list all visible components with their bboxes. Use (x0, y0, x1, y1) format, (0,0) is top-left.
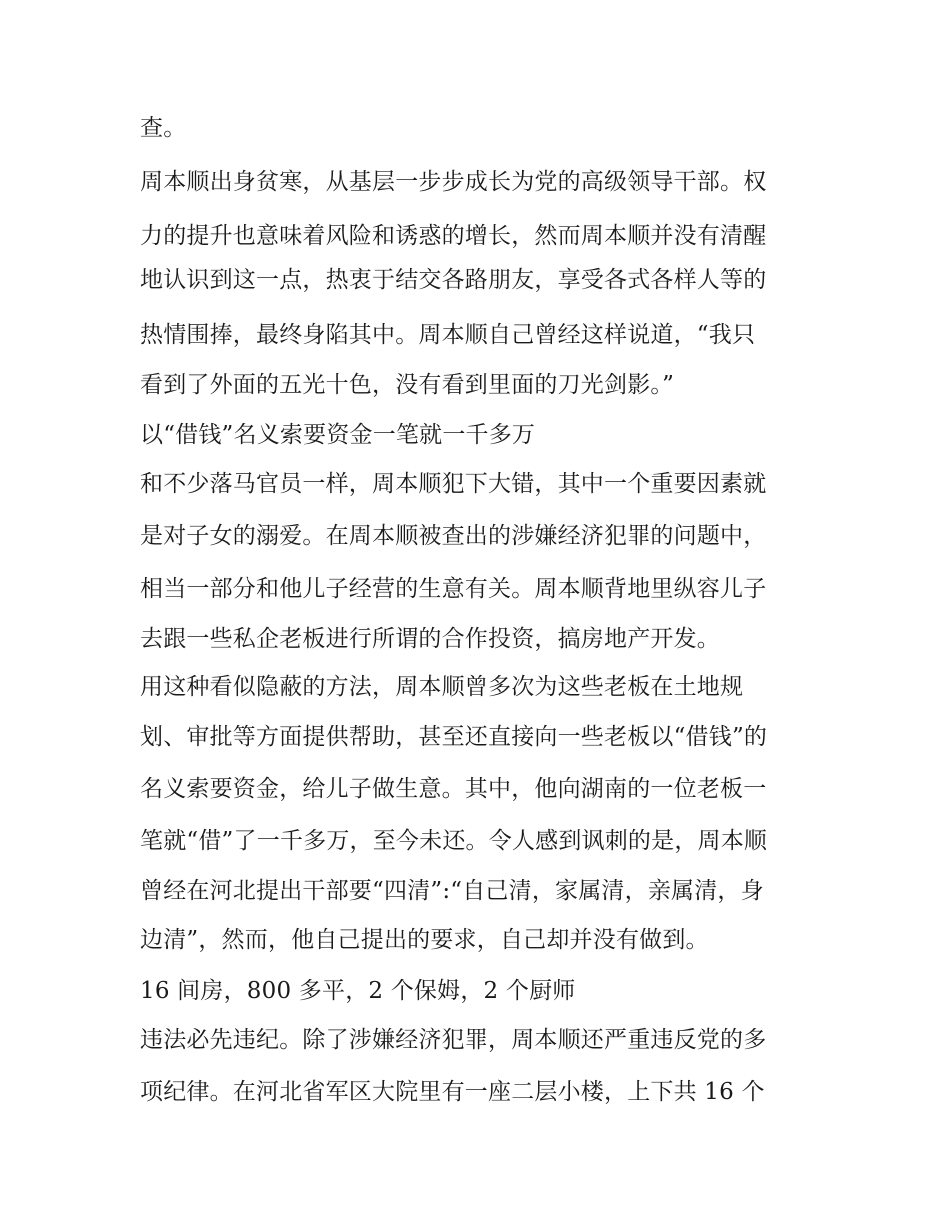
text-line: 曾经在河北提出干部要“四清”:“自己清，家属清，亲属清，身 (140, 878, 764, 904)
text-line: 地认识到这一点，热衷于结交各路朋友，享受各式各样人等的 (140, 267, 767, 293)
text-line: 力的提升也意味着风险和诱惑的增长，然而周本顺并没有清醒 (140, 223, 767, 249)
text-line: 项纪律。在河北省军区大院里有一座二层小楼，上下共 16 个 (140, 1079, 765, 1105)
text-line: 周本顺出身贫寒，从基层一步步成长为党的高级领导干部。权 (140, 169, 767, 195)
section-heading: 16 间房，800 多平，2 个保姆，2 个厨师 (140, 978, 576, 1004)
text-line: 名义索要资金，给儿子做生意。其中，他向湖南的一位老板一 (140, 776, 767, 802)
text-line: 和不少落马官员一样，周本顺犯下大错，其中一个重要因素就 (140, 471, 767, 497)
text-line: 笔就“借”了一千多万，至今未还。令人感到讽刺的是，周本顺 (140, 828, 768, 854)
text-line: 相当一部分和他儿子经营的生意有关。周本顺背地里纵容儿子 (140, 576, 767, 602)
text-line: 查。 (140, 115, 187, 141)
text-line: 热情围捧，最终身陷其中。周本顺自己曾经这样说道，“我只 (140, 322, 756, 348)
text-line: 去跟一些私企老板进行所谓的合作投资，搞房地产开发。 (140, 626, 720, 652)
text-line: 划、审批等方面提供帮助，甚至还直接向一些老板以“借钱”的 (140, 724, 768, 750)
text-line: 用这种看似隐蔽的方法，周本顺曾多次为这些老板在土地规 (140, 674, 744, 700)
section-heading: 以“借钱”名义索要资金一笔就一千多万 (140, 422, 536, 448)
text-line: 违法必先违纪。除了涉嫌经济犯罪，周本顺还严重违反党的多 (140, 1027, 767, 1053)
text-line: 边清”，然而，他自己提出的要求，自己却并没有做到。 (140, 927, 709, 953)
text-line: 看到了外面的五光十色，没有看到里面的刀光剑影。” (140, 372, 675, 398)
text-line: 是对子女的溺爱。在周本顺被查出的涉嫌经济犯罪的问题中， (140, 523, 767, 549)
